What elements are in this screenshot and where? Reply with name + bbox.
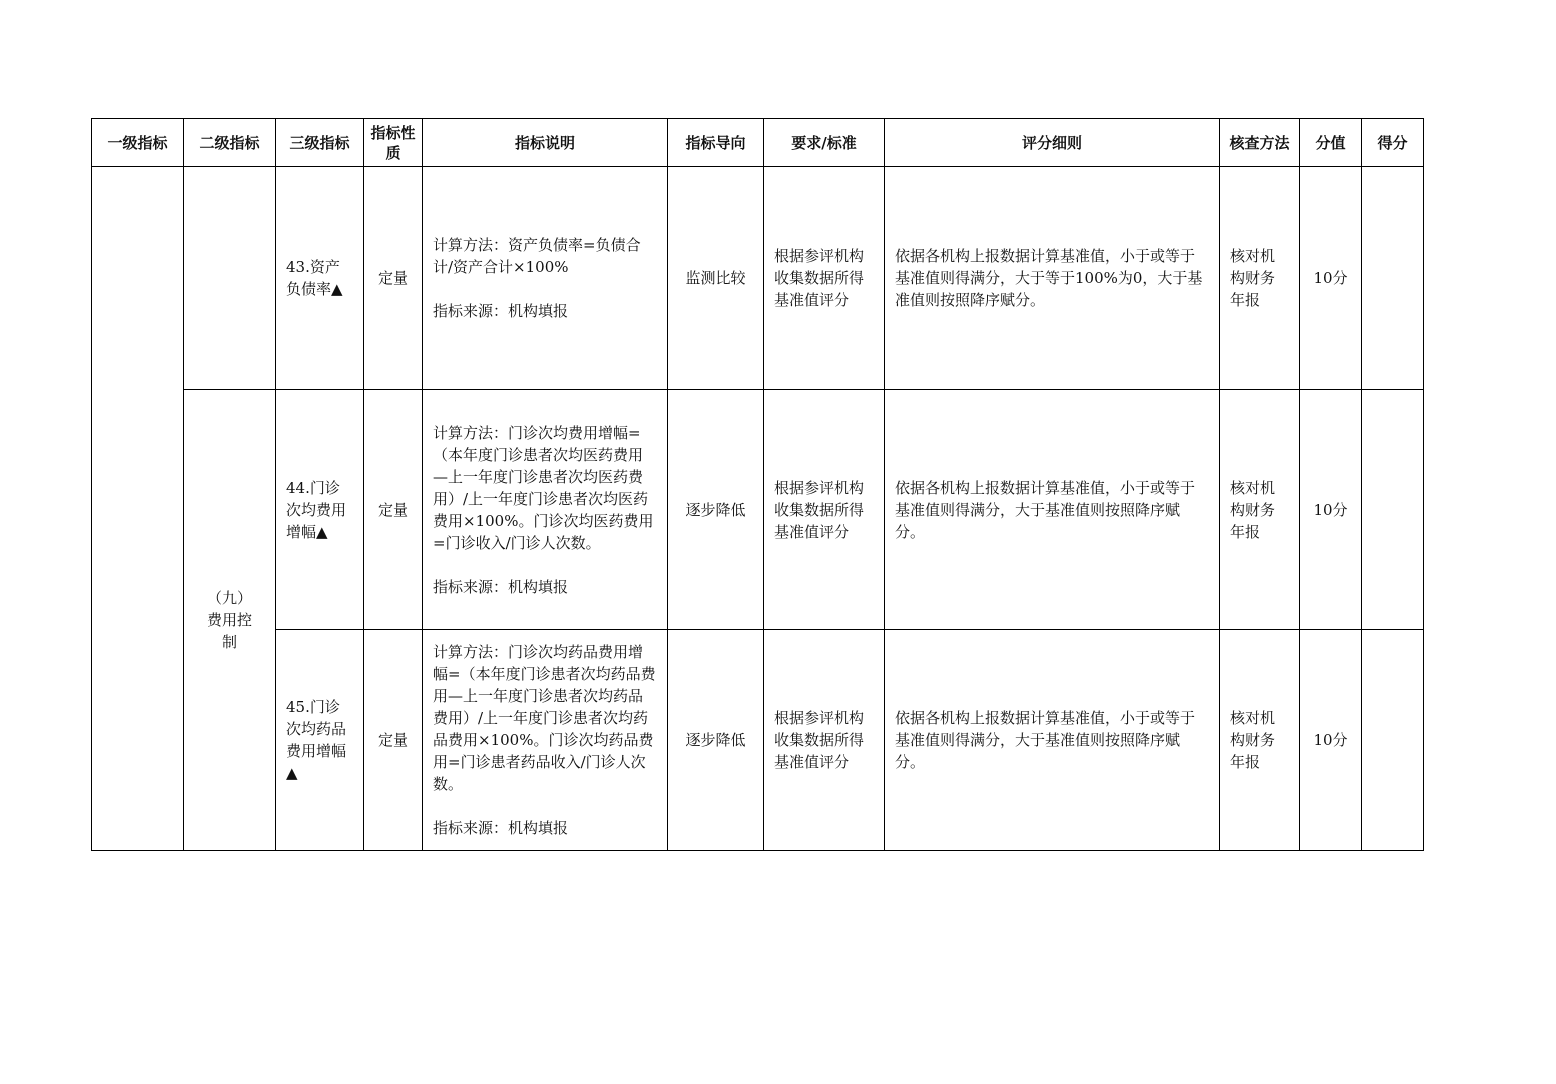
indicator-direction: 监测比较	[668, 167, 764, 390]
indicator-description	[423, 630, 668, 851]
indicator-standard: 根据参评机构收集数据所得基准值评分	[764, 167, 885, 390]
group-label: （九）费用控制	[206, 589, 252, 651]
indicator-check: 核对机构财务年报	[1220, 630, 1300, 851]
level2-cell	[184, 167, 276, 390]
indicator-description	[423, 390, 668, 630]
indicator-rule: 依据各机构上报数据计算基准值，小于或等于基准值则得满分，大于等于100%为0，大于基准值则按照降序赋分。	[885, 167, 1220, 390]
indicator-standard: 根据参评机构收集数据所得基准值评分	[764, 630, 885, 851]
header-level2: 二级指标	[184, 119, 276, 167]
indicator-standard: 根据参评机构收集数据所得基准值评分	[764, 390, 885, 630]
header-level1: 一级指标	[92, 119, 184, 167]
header-standard: 要求/标准	[764, 119, 885, 167]
indicator-score: 10分	[1300, 167, 1362, 390]
table-row	[92, 630, 1424, 851]
header-score: 分值	[1300, 119, 1362, 167]
level2-group-cell	[184, 390, 276, 851]
indicator-got	[1362, 390, 1424, 630]
indicator-name: 43.资产负债率▲	[276, 167, 364, 390]
header-direction: 指标导向	[668, 119, 764, 167]
indicator-description	[423, 167, 668, 390]
indicator-score: 10分	[1300, 390, 1362, 630]
indicator-nature: 定量	[364, 167, 423, 390]
header-level3: 三级指标	[276, 119, 364, 167]
indicator-got	[1362, 167, 1424, 390]
table-row	[92, 167, 1424, 390]
level1-cell	[92, 167, 184, 851]
table-row	[92, 390, 1424, 630]
indicator-got	[1362, 630, 1424, 851]
header-nature: 指标性质	[364, 119, 423, 167]
source-text: 指标来源：机构填报	[433, 819, 569, 837]
source-text: 指标来源：机构填报	[433, 302, 569, 320]
indicator-check: 核对机构财务年报	[1220, 167, 1300, 390]
indicator-nature: 定量	[364, 630, 423, 851]
indicator-direction: 逐步降低	[668, 630, 764, 851]
formula-text: 计算方法：门诊次均费用增幅=（本年度门诊患者次均医药费用—上一年度门诊患者次均医药费用）/上一年度门诊患者次均医药费用×100%。门诊次均医药费用=门诊收入/门诊人次数。	[433, 423, 654, 552]
formula-text: 计算方法：门诊次均药品费用增幅=（本年度门诊患者次均药品费用—上一年度门诊患者次均药品费用）/上一年度门诊患者次均药品费用×100%。门诊次均药品费用=门诊患者药品收入/门诊人次数。	[433, 643, 656, 793]
indicator-rule: 依据各机构上报数据计算基准值，小于或等于基准值则得满分，大于基准值则按照降序赋分。	[885, 390, 1220, 630]
indicator-name: 45.门诊次均药品费用增幅▲	[276, 630, 364, 851]
header-row	[92, 119, 1424, 167]
source-text: 指标来源：机构填报	[433, 577, 569, 596]
evaluation-table	[91, 118, 1424, 851]
formula-text: 计算方法：资产负债率=负债合计/资产合计×100%	[433, 236, 641, 276]
indicator-rule: 依据各机构上报数据计算基准值，小于或等于基准值则得满分，大于基准值则按照降序赋分。	[885, 630, 1220, 851]
indicator-name: 44.门诊次均费用增幅▲	[276, 390, 364, 630]
indicator-direction: 逐步降低	[668, 390, 764, 630]
header-check: 核查方法	[1220, 119, 1300, 167]
indicator-check: 核对机构财务年报	[1220, 390, 1300, 630]
header-rule: 评分细则	[885, 119, 1220, 167]
indicator-score: 10分	[1300, 630, 1362, 851]
indicator-nature: 定量	[364, 390, 423, 630]
header-got: 得分	[1362, 119, 1424, 167]
header-description: 指标说明	[423, 119, 668, 167]
